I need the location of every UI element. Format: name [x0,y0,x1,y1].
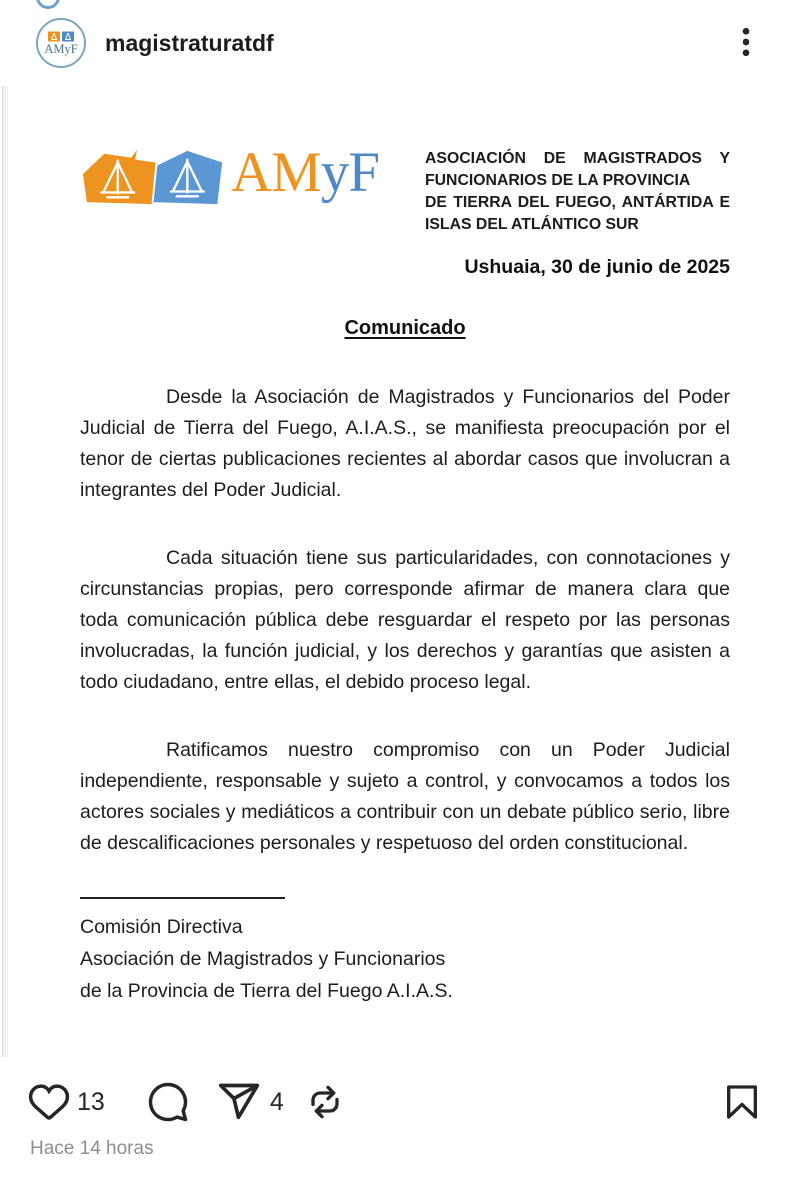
signature-block [80,897,730,1007]
more-options-button[interactable] [723,19,769,68]
document-date: Ushuaia, 30 de junio de 2025 [464,256,730,278]
signature-rule [80,897,285,899]
signature-line: de la Provincia de Tierra del Fuego A.I.A.S. [80,980,453,1002]
avatar[interactable] [36,18,86,68]
comment-button[interactable] [147,1081,189,1123]
post-timestamp[interactable]: Hace 14 horas [30,1138,154,1159]
document-title: Comunicado [344,317,466,339]
repost-arrows-icon [305,1082,345,1122]
likes-count[interactable]: 13 [77,1087,105,1116]
scales-of-justice-logo-icon [80,148,227,206]
document-paragraph: Cada situación tiene sus particularidades, con connotaciones y circunstancias propias, pero corresponde afirmar de manera clara que toda comunicación pública debe resguardar el respeto por las personas involucradas, la función judicial, y los derechos y garantías que asisten a todo ciudadano, entre ellas, el debido proceso legal. [80,547,730,693]
document-paragraph: Ratificamos nuestro compromiso con un Poder Judicial independiente, responsable y sujeto a control, y convocamos a todos los actores sociales y mediáticos a contribuir con un debate público serio, libre de descalificaciones personales y respetuoso del orden constitucional. [80,739,730,854]
heart-icon [28,1081,70,1123]
org-name-line: ASOCIACIÓN DE MAGISTRADOS Y [425,150,730,167]
vertical-dots-icon [727,23,765,61]
logo-wordmark-blue: yF [320,141,380,204]
org-name-line: FUNCIONARIOS DE LA PROVINCIA [425,172,691,189]
avatar-label: AMyF [44,42,78,56]
organization-name [425,148,730,236]
document-letterhead [80,141,730,236]
signature-line: Comisión Directiva [80,916,243,938]
like-button[interactable] [28,1081,70,1123]
document-paragraph: Desde la Asociación de Magistrados y Funcionarios del Poder Judicial de Tierra del Fuego, A.I.A.S., se manifiesta preocupación por el tenor de ciertas publicaciones recientes al abordar casos que involucran a integrantes del Poder Judicial. [80,386,730,501]
action-bar [0,1057,785,1123]
amyf-logo [80,141,425,206]
paper-plane-icon [217,1080,261,1124]
post-image-document[interactable] [0,86,785,1057]
save-button[interactable] [722,1082,762,1122]
signature-line: Asociación de Magistrados y Funcionarios [80,948,446,970]
org-name-line: DE TIERRA DEL FUEGO, ANTÁRTIDA E [425,194,730,211]
logo-wordmark [231,141,380,204]
username[interactable]: magistraturatdf [105,29,274,56]
document-page [0,86,785,1057]
repost-button[interactable] [305,1082,345,1122]
amyf-mini-logo-icon [48,31,75,42]
org-name-line: ISLAS DEL ATLÁNTICO SUR [425,216,639,233]
shares-count[interactable]: 4 [269,1087,284,1116]
logo-wordmark-orange: AM [231,141,321,204]
previous-story-ring-fragment [36,0,60,9]
bookmark-icon [722,1082,762,1122]
post-header [0,0,785,86]
share-button[interactable] [217,1080,261,1124]
comment-bubble-icon [147,1081,189,1123]
